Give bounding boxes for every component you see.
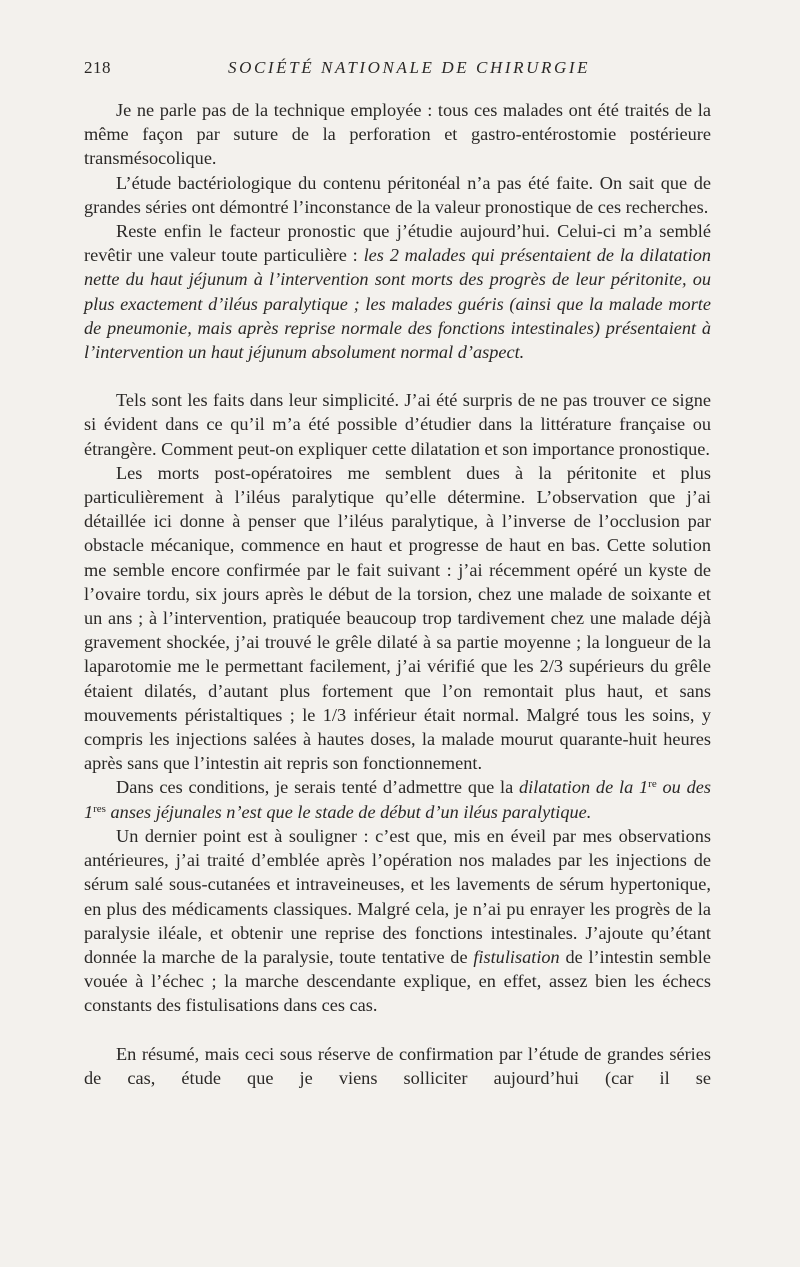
paragraph-conditions bbox=[84, 775, 711, 823]
prognostic-intro: Reste enfin le facteur pronostic que j’étudie aujourd’hui. Celui-ci m’a semblé revêtir une valeur toute particulière : bbox=[84, 221, 711, 266]
text-body bbox=[84, 98, 711, 1090]
paragraph-summary: En résumé, mais ceci sous réserve de confirmation par l’étude de grandes séries de cas, étude que je viens solliciter aujourd’hui (car il se bbox=[84, 1043, 711, 1088]
fistulisation-italic: fistulisation bbox=[473, 946, 560, 967]
section-gap bbox=[84, 1018, 711, 1042]
conditions-italic-c: anses jéjunales n’est que le stade de début d’un iléus paralytique. bbox=[105, 801, 592, 822]
paragraph-facts: Tels sont les faits dans leur simplicité. J’ai été surpris de ne pas trouver ce signe si évident dans ce qu’il m’a été possible d’étudier dans la littérature française ou étrangère. Comment peut-on expliquer cette dilatation et son importance pronostique. bbox=[84, 390, 711, 459]
section-gap bbox=[84, 364, 711, 388]
prognostic-italic: les 2 malades qui présentaient de la dilatation nette du haut jéjunum à l’intervention sont morts des progrès de leur péritonite, ou plus exactement d’iléus paralytique ; les malades guéris (ainsi que la malade morte de pneumonie, mais après reprise normale des fonctions intestinales) présentaient à l’intervention un haut jéjunum absolument normal d’aspect. bbox=[84, 245, 711, 363]
paragraph-prognostic-factor bbox=[84, 219, 711, 364]
superscript-res: res bbox=[93, 802, 106, 815]
paragraph-bacteriology: L’étude bactériologique du contenu péritonéal n’a pas été faite. On sait que de grandes séries ont démontré l’inconstance de la valeur pronostique de ces recherches. bbox=[84, 172, 711, 217]
running-title: SOCIÉTÉ NATIONALE DE CHIRURGIE bbox=[228, 58, 591, 77]
conditions-intro: Dans ces conditions, je serais tenté d’admettre que la bbox=[116, 777, 520, 798]
paragraph-last-point bbox=[84, 824, 711, 1018]
superscript-re: re bbox=[648, 778, 657, 791]
conditions-italic-a: dilatation de la 1 bbox=[519, 777, 649, 798]
last-point-a: Un dernier point est à souligner : c’est que, mis en éveil par mes observations antérieures, j’ai traité d’emblée après l’opération nos malades par les injections de sérum salé sous-cutanées et intraveineuses, et les lavements de sérum hypertonique, en plus des médicaments classiques. Malgré cela, je n’ai pu enrayer les progrès de la paralysie iléale, et obtenir une reprise des fonctions intestinales. J’ajoute qu’étant donnée la marche de la paralysie, toute tentative de bbox=[84, 825, 711, 967]
last-point-b: de l’intestin semble vouée à l’échec ; la marche descendante explique, en effet, assez bien les échecs constants des fistulisations dans ces cas. bbox=[84, 946, 711, 1016]
paragraph-technique: Je ne parle pas de la technique employée : tous ces malades ont été traités de la même façon par suture de la perforation et gastro-entérostomie postérieure transmésocolique. bbox=[84, 100, 711, 169]
paragraph-postop-deaths: Les morts post-opératoires me semblent dues à la péritonite et plus particulièrement à l’iléus paralytique qu’elle détermine. L’observation que j’ai détaillée ici donne à penser que l’iléus paralytique, à l’inverse de l’occlusion par obstacle mécanique, commence en haut et progresse de haut en bas. Cette solution me semble encore confirmée par le fait suivant : j’ai récemment opéré un kyste de l’ovaire tordu, six jours après le début de la torsion, chez une malade de soixante et un ans ; à l’intervention, pratiquée beaucoup trop tardivement chez une malade déjà gravement shockée, j’ai trouvé le grêle dilaté à sa partie moyenne ; la longueur de la laparotomie me le permettant facilement, j’ai vérifié que les 2/3 supérieurs du grêle étaient dilatés, d’autant plus fortement que l’on remontait plus haut, et sans mouvements péristaltiques ; le 1/3 inférieur était normal. Malgré tous les soins, y compris les injections salées à hautes doses, la malade mourut quarante-huit heures après sans que l’intestin ait repris son fonctionnement. bbox=[84, 462, 711, 774]
page-header bbox=[0, 58, 800, 84]
conditions-italic-b: ou des 1 bbox=[84, 777, 711, 822]
page-number: 218 bbox=[84, 58, 111, 77]
